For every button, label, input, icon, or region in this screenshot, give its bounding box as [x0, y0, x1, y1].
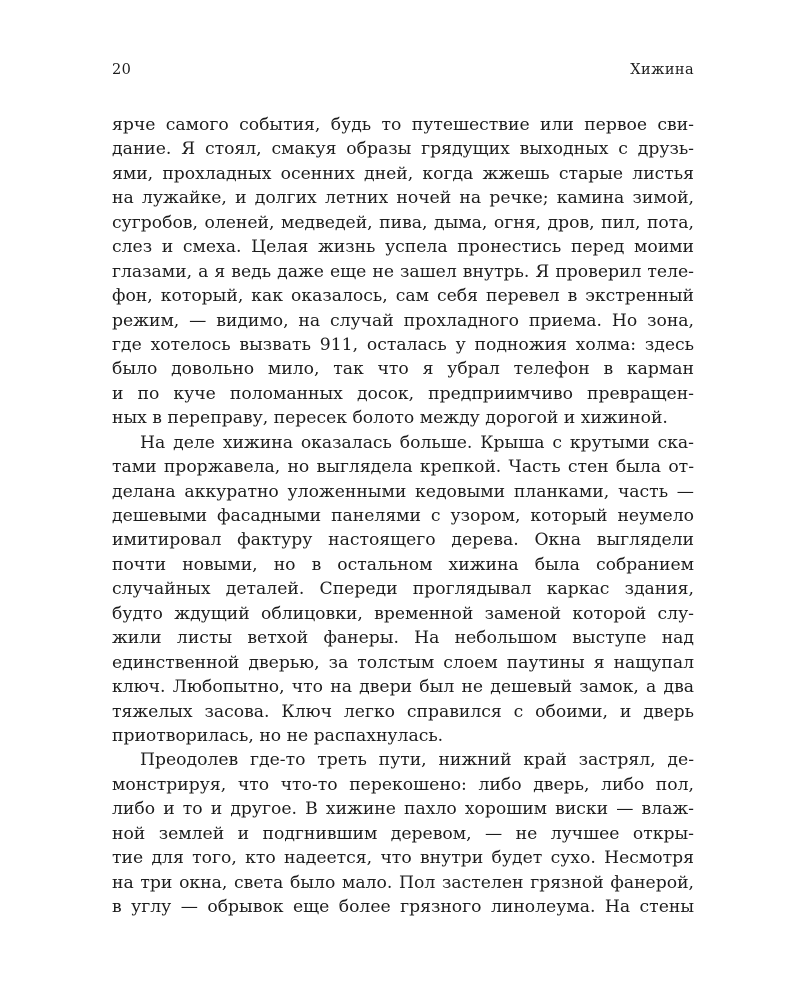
text-line: ной землей и подгнившим деревом, — не лучшее откры-: [112, 823, 694, 844]
text-line: на лужайке, и долгих летних ночей на речке; камина зимой,: [112, 188, 694, 209]
text-line: тие для того, кто надеется, что внутри будет сухо. Несмотря: [112, 848, 694, 869]
text-line: сугробов, оленей, медведей, пива, дыма, огня, дров, пил, пота,: [112, 212, 694, 233]
text-line: фон, который, как оказалось, сам себя перевел в экстренный: [112, 286, 694, 307]
text-line: случайных деталей. Спереди проглядывал каркас здания,: [112, 579, 694, 600]
page-number: 20: [112, 62, 132, 78]
text-line: и по куче поломанных досок, предприимчиво превращен-: [112, 383, 694, 404]
text-line: имитировал фактуру настоящего дерева. Окна выглядели: [112, 530, 694, 551]
text-line: на три окна, света было мало. Пол застелен грязной фанерой,: [112, 872, 694, 893]
text-line: ярче самого события, будь то путешествие или первое сви-: [112, 115, 694, 135]
text-line: ями, прохладных осенних дней, когда жжешь старые листья: [112, 163, 694, 184]
text-line: слез и смеха. Целая жизнь успела пронестись перед моими: [112, 237, 694, 258]
text-line: было довольно мило, так что я убрал телефон в карман: [112, 359, 694, 380]
text-line: будто ждущий облицовки, временной заменой которой слу-: [112, 603, 694, 624]
text-line: дешевыми фасадными панелями с узором, который неумело: [112, 506, 694, 526]
text-line: тяжелых засова. Ключ легко справился с обоими, и дверь: [112, 701, 694, 722]
paragraph-first-line: На деле хижина оказалась больше. Крыша с крутыми ска-: [140, 432, 694, 453]
text-line: ных в переправу, пересек болото между дорогой и хижиной.: [112, 408, 668, 429]
text-line: дание. Я стоял, смакуя образы грядущих выходных с друзь-: [112, 139, 694, 160]
running-head: [112, 62, 694, 82]
text-line: режим, — видимо, на случай прохладного приема. Но зона,: [112, 310, 694, 331]
text-line: ключ. Любопытно, что на двери был не дешевый замок, а два: [112, 677, 694, 698]
text-line: либо и то и другое. В хижине пахло хорошим виски — влаж-: [112, 799, 694, 820]
text-line: приотворилась, но не распахнулась.: [112, 725, 444, 746]
paragraph-first-line: Преодолев где-то треть пути, нижний край застрял, де-: [140, 750, 694, 771]
chapter-title: Хижина: [630, 62, 694, 78]
text-line: почти новыми, но в остальном хижина была собранием: [112, 554, 694, 575]
text-line: монстрируя, что что-то перекошено: либо дверь, либо пол,: [112, 774, 694, 795]
body-text: [112, 113, 694, 919]
text-line: тами проржавела, но выглядела крепкой. Часть стен была от-: [112, 457, 694, 478]
text-line: жили листы ветхой фанеры. На небольшом выступе над: [112, 628, 694, 649]
text-line: в углу — обрывок еще более грязного линолеума. На стены: [112, 897, 694, 917]
text-line: где хотелось вызвать 911, осталась у подножия холма: здесь: [112, 334, 694, 355]
text-line: глазами, а я ведь даже еще не зашел внутрь. Я проверил теле-: [112, 261, 694, 282]
text-line: единственной дверью, за толстым слоем паутины я нащупал: [112, 652, 694, 673]
text-line: делана аккуратно уложенными кедовыми планками, часть —: [112, 481, 694, 502]
